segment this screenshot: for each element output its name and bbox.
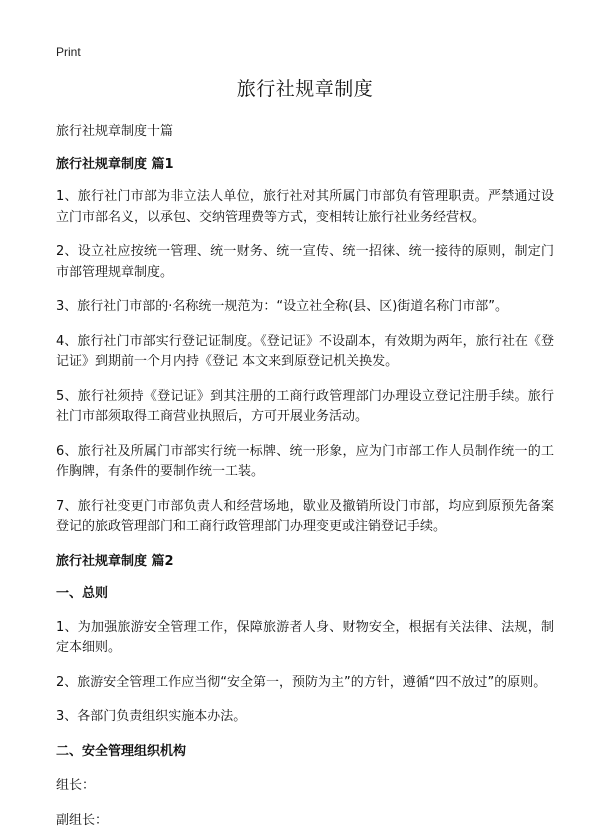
- section-2-paragraph-1: 1、为加强旅游安全管理工作，保障旅游者人身、财物安全，根据有关法律、法规，制定本细则。: [56, 619, 554, 655]
- deputy-leader-label: 副组长：: [56, 812, 109, 828]
- section-2-heading: 旅行社规章制度 篇2: [56, 553, 174, 569]
- section-1-paragraph-1: 1、旅行社门市部为非立法人单位，旅行社对其所属门市部负有管理职责。严禁通过设立门市部名义，以承包、交纳管理费等方式，变相转让旅行社业务经营权。: [56, 189, 554, 225]
- print-label: Print: [56, 45, 81, 59]
- page-title: 旅行社规章制度: [236, 78, 374, 100]
- section-1-paragraph-6: 6、旅行社及所属门市部实行统一标牌、统一形象，应为门市部工作人员制作统一的工作胸牌，有条件的要制作统一工装。: [56, 443, 554, 479]
- section-2-paragraph-2: 2、旅游安全管理工作应当彻“安全第一，预防为主”的方针，遵循“四不放过”的原则。: [56, 674, 547, 690]
- safety-organization-heading: 二、安全管理组织机构: [56, 743, 187, 759]
- section-2-paragraph-3: 3、各部门负责组织实施本办法。: [56, 709, 247, 724]
- section-1-paragraph-3: 3、旅行社门市部的·名称统一规范为：“设立社全称(县、区)街道名称门市部”。: [56, 299, 509, 314]
- general-principles-heading: 一、总则: [56, 585, 109, 601]
- section-1-paragraph-7: 7、旅行社变更门市部负责人和经营场地，歇业及撤销所设门市部，均应到原预先备案登记的旅政管理部门和工商行政管理部门办理变更或注销登记手续。: [56, 498, 554, 534]
- team-leader-label: 组长：: [56, 777, 96, 793]
- section-1-heading: 旅行社规章制度 篇1: [56, 157, 174, 172]
- section-1-paragraph-4: 4、旅行社门市部实行登记证制度。《登记证》不设副本，有效期为两年，旅行社在《登记证》到期前一个月内持《登记 本文来到原登记机关换发。: [56, 333, 554, 369]
- section-1-paragraph-5: 5、旅行社须持《登记证》到其注册的工商行政管理部门办理设立登记注册手续。旅行社门市部须取得工商营业执照后，方可开展业务活动。: [56, 388, 554, 424]
- document-subtitle: 旅行社规章制度十篇: [56, 124, 174, 139]
- section-1-paragraph-2: 2、设立社应按统一管理、统一财务、统一宣传、统一招徕、统一接待的原则，制定门市部管理规章制度。: [56, 244, 554, 280]
